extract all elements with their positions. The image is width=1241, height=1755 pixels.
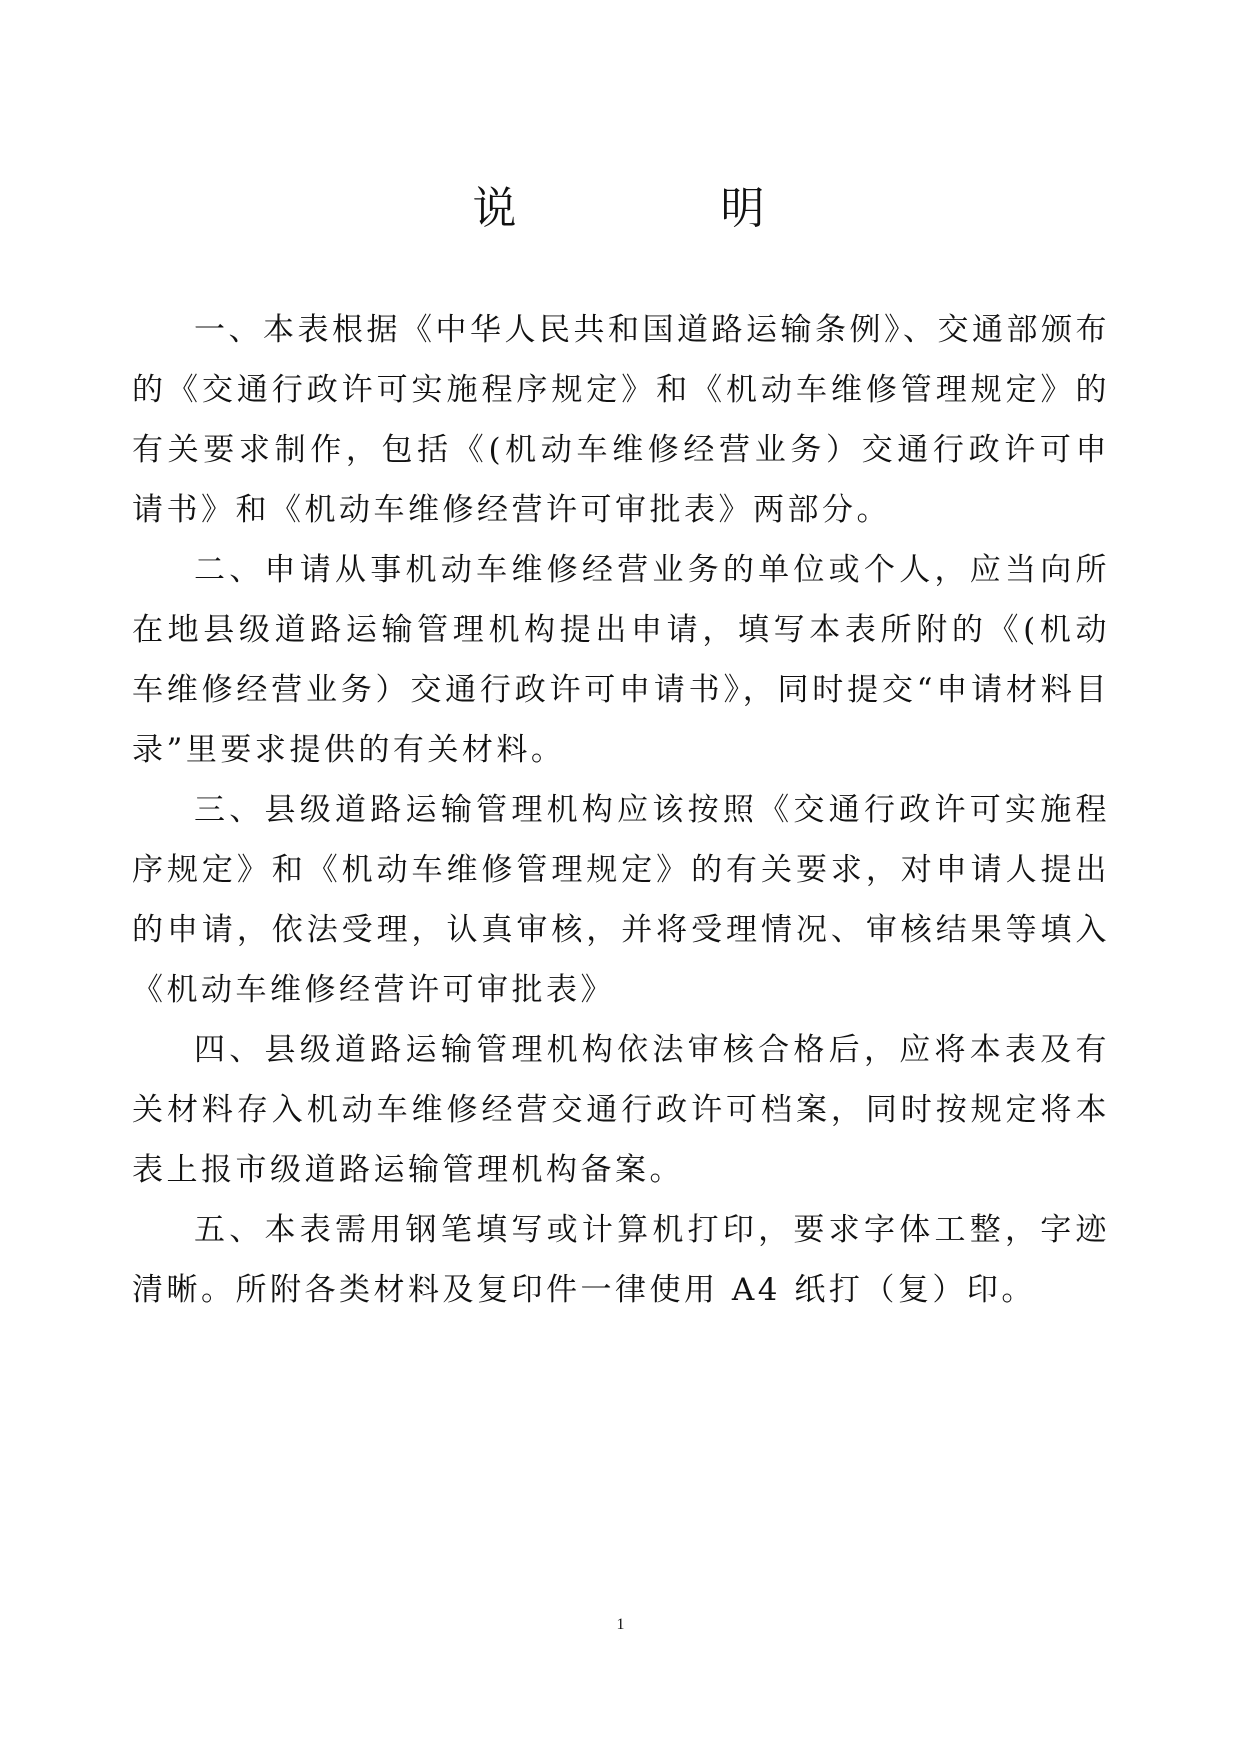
paragraph-3: 三、县级道路运输管理机构应该按照《交通行政许可实施程序规定》和《机动车维修管理规定》的有关要求，对申请人提出的申请，依法受理，认真审核，并将受理情况、审核结果等填入《机动车维修经营许可审批表》	[132, 792, 1110, 1008]
page-number: 1	[616, 1616, 625, 1633]
title-char-2: 明	[720, 183, 769, 234]
paragraph-1: 一、本表根据《中华人民共和国道路运输条例》、交通部颁布的《交通行政许可实施程序规定》和《机动车维修管理规定》的有关要求制作，包括《(机动车维修经营业务）交通行政许可申请书》和《机动车维修经营许可审批表》两部分。	[132, 312, 1110, 528]
paragraph-4: 四、县级道路运输管理机构依法审核合格后，应将本表及有关材料存入机动车维修经营交通行政许可档案，同时按规定将本表上报市级道路运输管理机构备案。	[132, 1032, 1110, 1188]
page-title	[0, 172, 1241, 236]
title-char-1: 说	[472, 183, 521, 234]
paragraph-5: 五、本表需用钢笔填写或计算机打印，要求字体工整，字迹清晰。所附各类材料及复印件一律使用 A4 纸打（复）印。	[132, 1212, 1110, 1308]
instructions-body	[132, 300, 1110, 1320]
paragraph-2: 二、申请从事机动车维修经营业务的单位或个人，应当向所在地县级道路运输管理机构提出申请，填写本表所附的《(机动车维修经营业务）交通行政许可申请书》，同时提交“申请材料目录”里要求提供的有关材料。	[132, 552, 1110, 768]
